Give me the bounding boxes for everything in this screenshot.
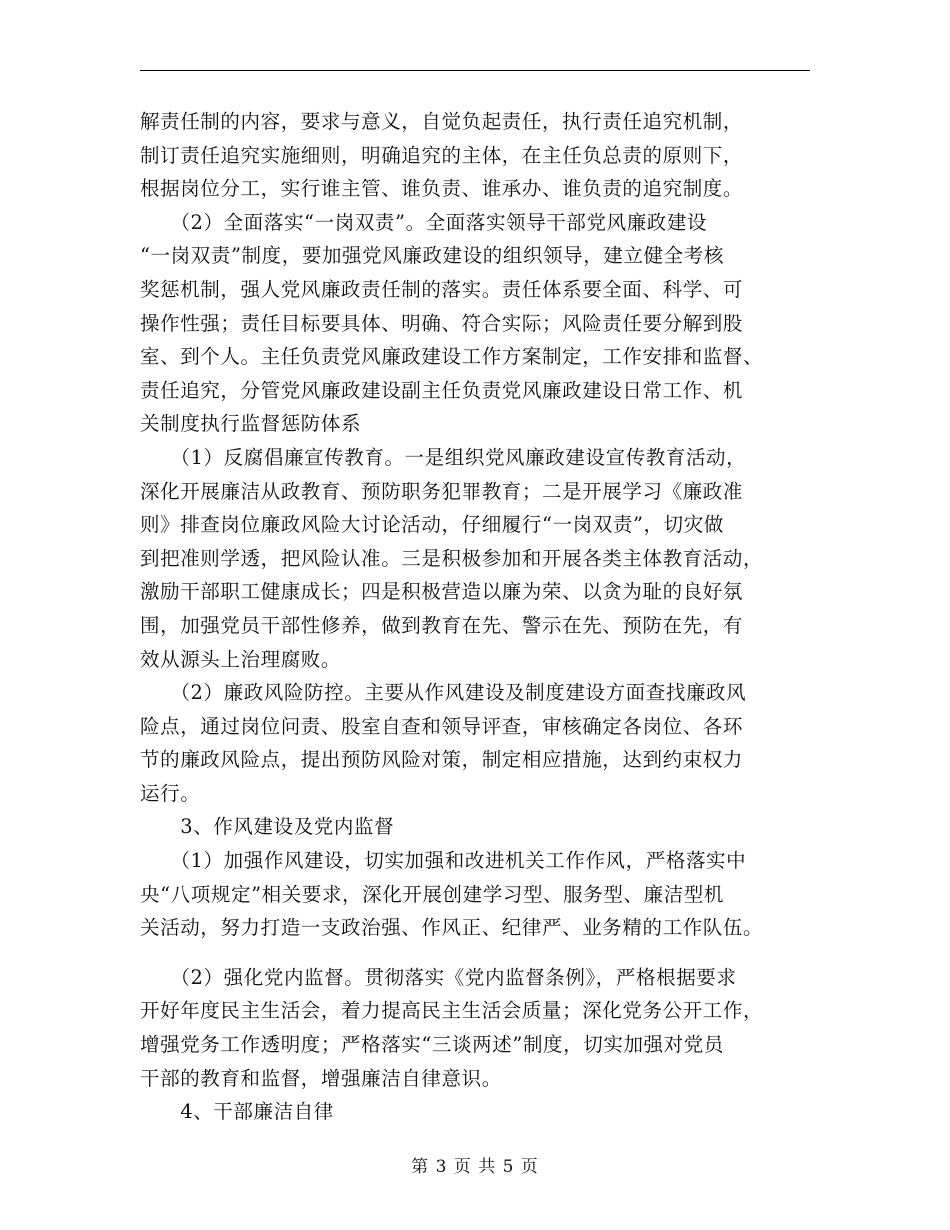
text-line: 则》排查岗位廉政风险大讨论活动，仔细履行“一岗双责”，切灾做 — [140, 513, 724, 537]
section-heading-4 — [140, 1095, 815, 1129]
paragraph-work-style — [140, 844, 815, 945]
text-line: 关活动，努力打造一支政治强、作风正、纪律严、业务精的工作队伍。 — [140, 916, 764, 940]
text-line: （1）加强作风建设，切实加强和改进机关工作作风，严格落实中 — [140, 849, 747, 873]
text-line: 激励干部职工健康成长；四是积极营造以廉为荣、以贪为耻的良好氛 — [140, 580, 744, 604]
paragraph-risk-control — [140, 676, 815, 810]
paragraph-party-supervision — [140, 961, 815, 1095]
text-line: 操作性强；责任目标要具体、明确、符合实际；风险责任要分解到股 — [140, 311, 744, 335]
heading-text: 4、干部廉洁自律 — [140, 1100, 334, 1124]
text-line: “一岗双责”制度，要加强党风廉政建设的组织领导，建立健全考核 — [140, 244, 724, 268]
header-rule — [140, 70, 810, 71]
text-line: 解责任制的内容，要求与意义，自觉负起责任，执行责任追究机制， — [140, 110, 744, 133]
text-line: 效从源头上治理腐败。 — [140, 647, 342, 671]
text-line: 奖惩机制，强人党风廉政责任制的落实。责任体系要全面、科学、可 — [140, 277, 744, 301]
document-body — [140, 105, 815, 1129]
paragraph-one-post-two-duties — [140, 206, 815, 441]
paragraph-responsibility-system — [140, 105, 815, 206]
text-line: 增强党务工作透明度；严格落实“三谈两述”制度，切实加强对党员 — [140, 1033, 724, 1057]
heading-text: 3、作风建设及党内监督 — [140, 815, 395, 839]
text-line: 室、到个人。主任负责党风廉政建设工作方案制定，工作安排和监督、 — [140, 345, 764, 369]
text-line: 根据岗位分工，实行谁主管、谁负责、谁承办、谁负责的追究制度。 — [140, 177, 744, 201]
text-line: （1）反腐倡廉宣传教育。一是组织党风廉政建设宣传教育活动， — [140, 445, 747, 469]
text-line: 深化开展廉洁从政教育、预防职务犯罪教育；二是开展学习《廉政准 — [140, 479, 744, 503]
text-line: 关制度执行监督惩防体系 — [140, 412, 362, 436]
paragraph-anti-corruption-education — [140, 441, 815, 676]
text-line: （2）全面落实“一岗双责”。全面落实领导干部党风廉政建设 — [140, 210, 708, 234]
text-line: 央“八项规定”相关要求，深化开展创建学习型、服务型、廉洁型机 — [140, 882, 724, 906]
text-line: 开好年度民主生活会，着力提高民主生活会质量；深化党务公开工作， — [140, 999, 764, 1023]
text-line: （2）廉政风险防控。主要从作风建设及制度建设方面查找廉政风 — [140, 681, 747, 705]
text-line: 围，加强党员干部性修养，做到教育在先、警示在先、预防在先，有 — [140, 613, 744, 637]
text-line: 制订责任追究实施细则，明确追究的主体，在主任负总责的原则下， — [140, 143, 744, 167]
section-heading-3 — [140, 810, 815, 844]
text-line: 干部的教育和监督，增强廉洁自律意识。 — [140, 1066, 502, 1090]
text-line: 到把准则学透，把风险认准。三是积极参加和开展各类主体教育活动， — [140, 546, 764, 570]
text-line: （2）强化党内监督。贯彻落实《党内监督条例》，严格根据要求 — [140, 965, 737, 989]
text-line: 节的廉政风险点，提出预防风险对策，制定相应措施，达到约束权力 — [140, 748, 744, 772]
text-line: 险点，通过岗位问责、股室自查和领导评查，审核确定各岗位、各环 — [140, 714, 744, 738]
text-line: 运行。 — [140, 781, 201, 805]
paragraph-gap — [140, 945, 815, 961]
page-number-footer: 第 3 页 共 5 页 — [411, 1157, 539, 1177]
text-line: 责任追究，分管党风廉政建设副主任负责党风廉政建设日常工作、机 — [140, 378, 744, 402]
